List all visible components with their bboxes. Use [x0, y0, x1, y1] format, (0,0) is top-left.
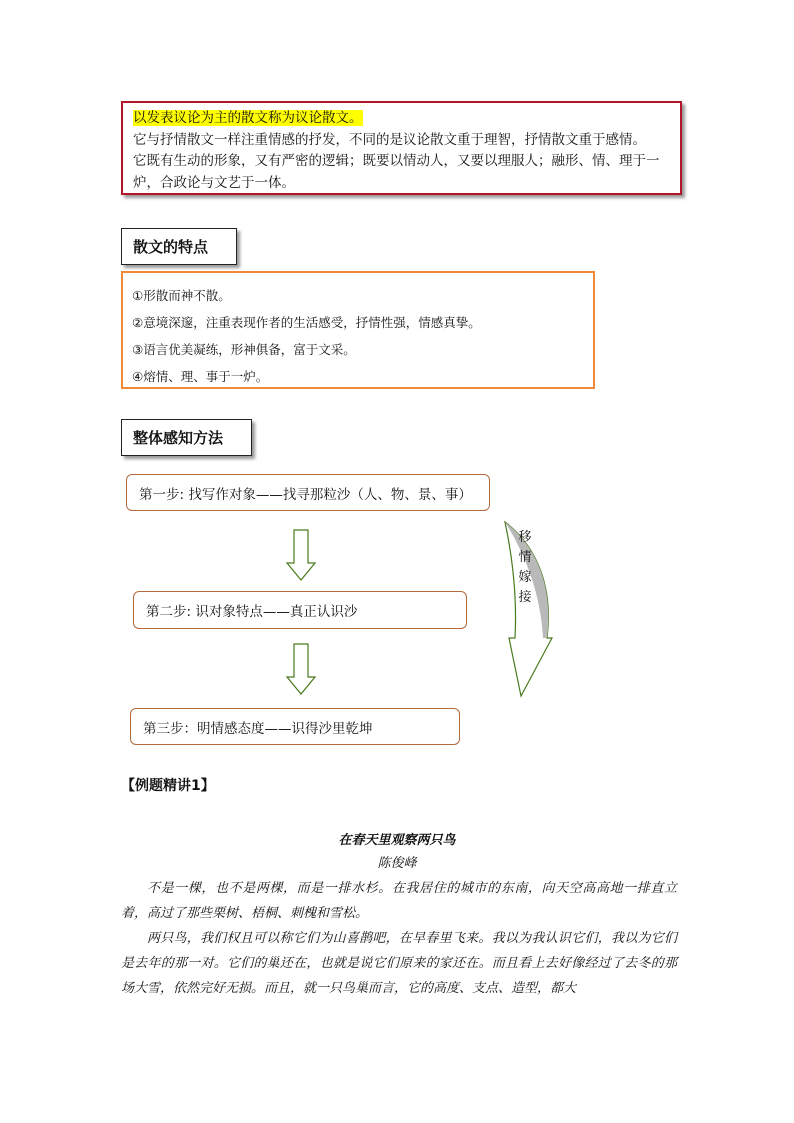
- passage-title: 在春天里观察两只鸟: [338, 833, 456, 848]
- step-2-box: 第二步: 识对象特点——真正认识沙: [133, 591, 467, 629]
- transfer-label-text: 移情嫁接: [518, 530, 532, 605]
- definition-highlight: 以发表议论为主的散文称为议论散文。: [133, 110, 363, 126]
- passage-author: 陈俊峰: [377, 856, 417, 871]
- features-box: [121, 271, 595, 389]
- definition-box: [121, 101, 682, 195]
- passage-body: [121, 876, 677, 1001]
- down-arrow-icon: [286, 643, 316, 695]
- feature-item: ③语言优美凝练，形神俱备，富于文采。: [132, 342, 356, 357]
- passage-paragraph: 两只鸟，我们权且可以称它们为山喜鹊吧，在早春里飞来。我以为我认识它们，我以为它们是去年的那一对。它们的巢还在，也就是说它们原来的家还在。而且看上去好像经过了去冬的那场大雪，依然完好无损。而且，就一只鸟巢而言，它的高度、支点、造型，都大: [121, 931, 677, 996]
- example-heading: 【例题精讲1】: [121, 778, 215, 794]
- step-3-box: 第三步：明情感态度——识得沙里乾坤: [130, 708, 460, 745]
- transfer-label: [515, 528, 535, 608]
- feature-item: ②意境深邃，注重表现作者的生活感受，抒情性强，情感真挚。: [132, 315, 481, 330]
- definition-line-2: 它与抒情散文一样注重情感的抒发，不同的是议论散文重于理智，抒情散文重于感情。: [133, 131, 646, 148]
- features-title: 散文的特点: [121, 228, 237, 265]
- feature-item: ④熔情、理、事于一炉。: [132, 369, 269, 384]
- definition-line-3: 它既有生动的形象，又有严密的逻辑；既要以情动人，又要以理服人；融形、情、理于一炉，合政论与文艺于一体。: [133, 153, 660, 191]
- down-arrow-icon: [286, 529, 316, 581]
- feature-item: ①形散而神不散。: [132, 288, 231, 303]
- passage-paragraph: 不是一棵，也不是两棵，而是一排水杉。在我居住的城市的东南，向天空高高地一排直立着，高过了那些栗树、梧桐、刺槐和雪松。: [121, 881, 677, 921]
- step-1-box: 第一步: 找写作对象——找寻那粒沙（人、物、景、事）: [126, 474, 490, 511]
- method-title: 整体感知方法: [121, 419, 252, 456]
